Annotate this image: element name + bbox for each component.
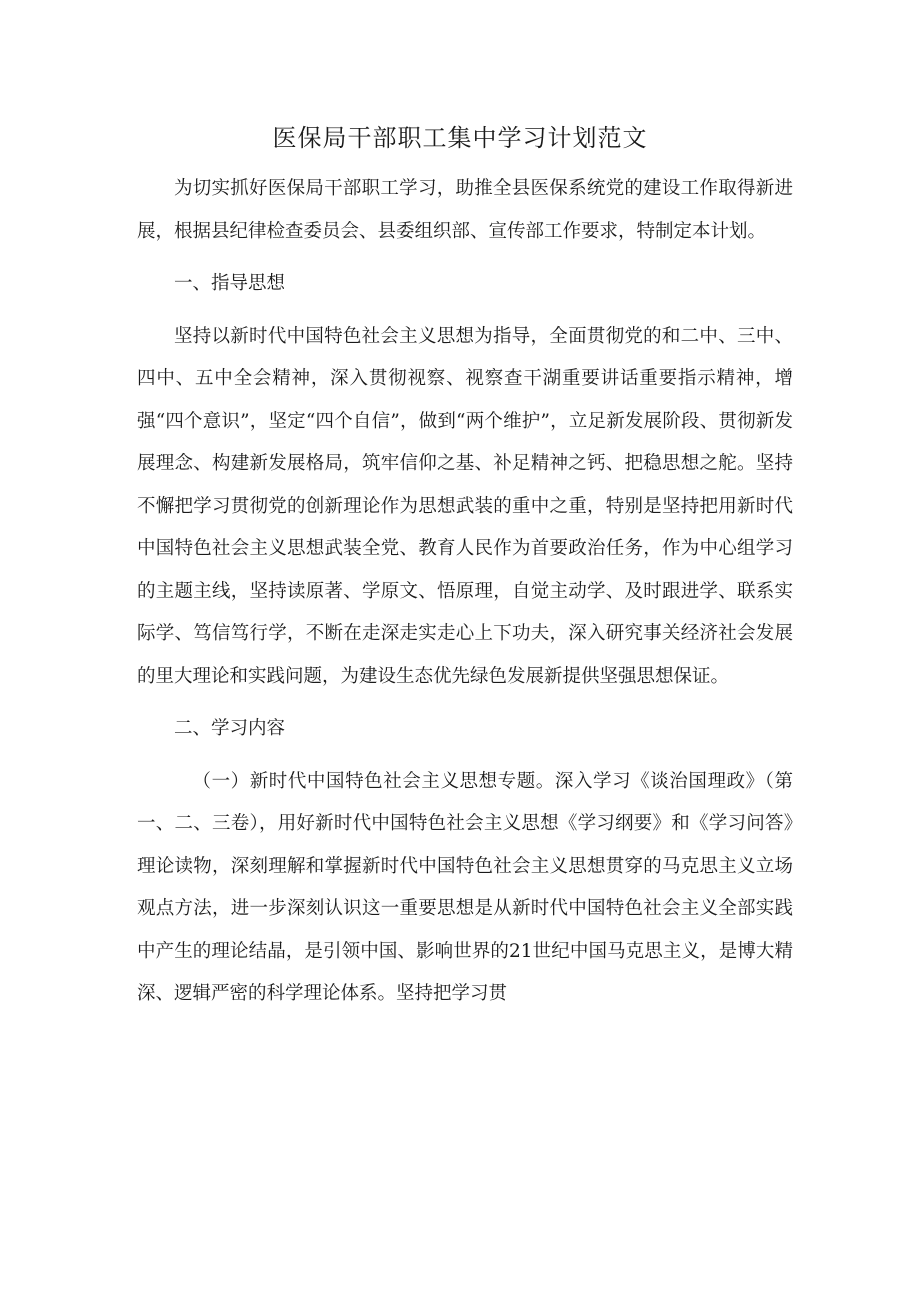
section-heading-learning-content: 二、学习内容 [174, 718, 286, 739]
intro-paragraph: 为切实抓好医保局干部职工学习，助推全县医保系统党的建设工作取得新进展，根据县纪律检查委员会、县委组织部、宣传部工作要求，特制定本计划。 [137, 178, 793, 242]
learning-content-item-1: （一）新时代中国特色社会主义思想专题。深入学习《谈治国理政》（第一、二、三卷），用好新时代中国特色社会主义思想《学习纲要》和《学习问答》理论读物，深刻理解和掌握新时代中国特色社会主义思想贯穿的马克思主义立场观点方法，进一步深刻认识这一重要思想是从新时代中国特色社会主义全部实践中产生的理论结晶，是引领中国、影响世界的21世纪中国马克思主义，是博大精深、逻辑严密的科学理论体系。坚持把学习贯 [137, 770, 793, 1004]
document-title: 医保局干部职工集中学习计划范文 [272, 124, 648, 152]
document-body [137, 168, 793, 1016]
guiding-thought-paragraph: 坚持以新时代中国特色社会主义思想为指导，全面贯彻党的和二中、三中、四中、五中全会精神，深入贯彻视察、视察查干湖重要讲话重要指示精神，增强“四个意识”，坚定“四个自信”，做到“两个维护”，立足新发展阶段、贯彻新发展理念、构建新发展格局，筑牢信仰之基、补足精神之钙、把稳思想之舵。坚持不懈把学习贯彻党的创新理论作为思想武装的重中之重，特别是坚持把用新时代中国特色社会主义思想武装全党、教育人民作为首要政治任务，作为中心组学习的主题主线，坚持读原著、学原文、悟原理，自觉主动学、及时跟进学、联系实际学、笃信笃行学，不断在走深走实走心上下功夫，深入研究事关经济社会发展的里大理论和实践问题，为建设生态优先绿色发展新提供坚强思想保证。 [137, 325, 793, 687]
section-heading-guiding-thought: 一、指导思想 [174, 273, 286, 294]
